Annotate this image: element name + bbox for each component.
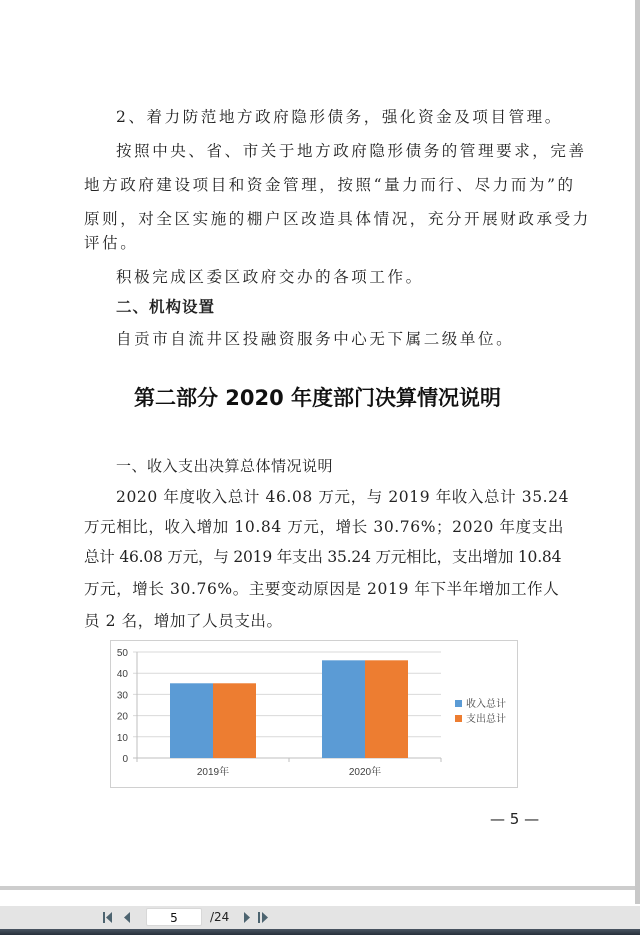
bar-expense-2019年	[213, 683, 256, 758]
chart-container	[110, 640, 518, 788]
vertical-scrollbar[interactable]	[635, 0, 640, 904]
y-tick-label: 10	[116, 732, 128, 744]
bar-income-2020年	[322, 660, 365, 758]
page-number-input[interactable]: 5	[146, 908, 202, 926]
legend-swatch	[455, 715, 462, 722]
y-tick-label: 50	[116, 648, 128, 659]
bar-chart	[111, 641, 517, 787]
summary-line-5: 员 2 名，增加了人员支出。	[84, 612, 283, 630]
page-number: — 5 —	[490, 810, 540, 828]
bar-income-2019年	[170, 683, 213, 758]
legend-label: 收入总计	[466, 699, 506, 710]
page-navigation-toolbar	[0, 906, 640, 929]
y-tick-label: 0	[122, 754, 128, 765]
paragraph-tasks: 积极完成区委区政府交办的各项工作。	[116, 268, 424, 286]
next-page-icon[interactable]	[241, 910, 255, 925]
y-tick-label: 20	[116, 711, 128, 723]
first-page-icon[interactable]	[103, 910, 117, 925]
paragraph-debt-line-2: 地方政府建设项目和资金管理，按照“量力而行、尽力而为”的	[84, 176, 576, 194]
org-text: 自贡市自流井区投融资服务中心无下属二级单位。	[116, 330, 515, 348]
summary-line-3: 总计 46.08 万元，与 2019 年支出 35.24 万元相比，支出增加 10.84	[84, 548, 562, 566]
paragraph-debt-heading: 2、着力防范地方政府隐形债务，强化资金及项目管理。	[116, 108, 563, 126]
legend-label: 支出总计	[466, 714, 506, 725]
paragraph-debt-line-1: 按照中央、省、市关于地方政府隐形债务的管理要求，完善	[116, 142, 587, 160]
paragraph-debt-line-4: 评估。	[84, 234, 139, 252]
part-title: 第二部分 2020 年度部门决算情况说明	[133, 386, 502, 410]
legend-swatch	[455, 700, 462, 707]
y-tick-label: 40	[116, 669, 128, 681]
total-pages: /24	[210, 910, 230, 924]
paragraph-debt-line-3: 原则，对全区实施的棚户区改造具体情况，充分开展财政承受力	[84, 210, 591, 228]
summary-line-4: 万元，增长 30.76%。主要变动原因是 2019 年下半年增加工作人	[84, 580, 560, 598]
next-page-preview	[0, 890, 635, 906]
x-tick-label: 2020年	[348, 767, 382, 778]
y-tick-label: 30	[116, 690, 128, 702]
summary-line-1: 2020 年度收入总计 46.08 万元，与 2019 年收入总计 35.24	[116, 488, 570, 506]
bar-expense-2020年	[365, 660, 408, 758]
x-tick-label: 2019年	[196, 767, 230, 778]
last-page-icon[interactable]	[258, 910, 272, 925]
section-heading: 一、收入支出决算总体情况说明	[116, 457, 334, 475]
prev-page-icon[interactable]	[121, 910, 135, 925]
summary-line-2: 万元相比，收入增加 10.84 万元，增长 30.76%；2020 年度支出	[84, 518, 564, 536]
heading-org: 二、机构设置	[116, 298, 216, 316]
bottom-frame-bar	[0, 929, 640, 935]
